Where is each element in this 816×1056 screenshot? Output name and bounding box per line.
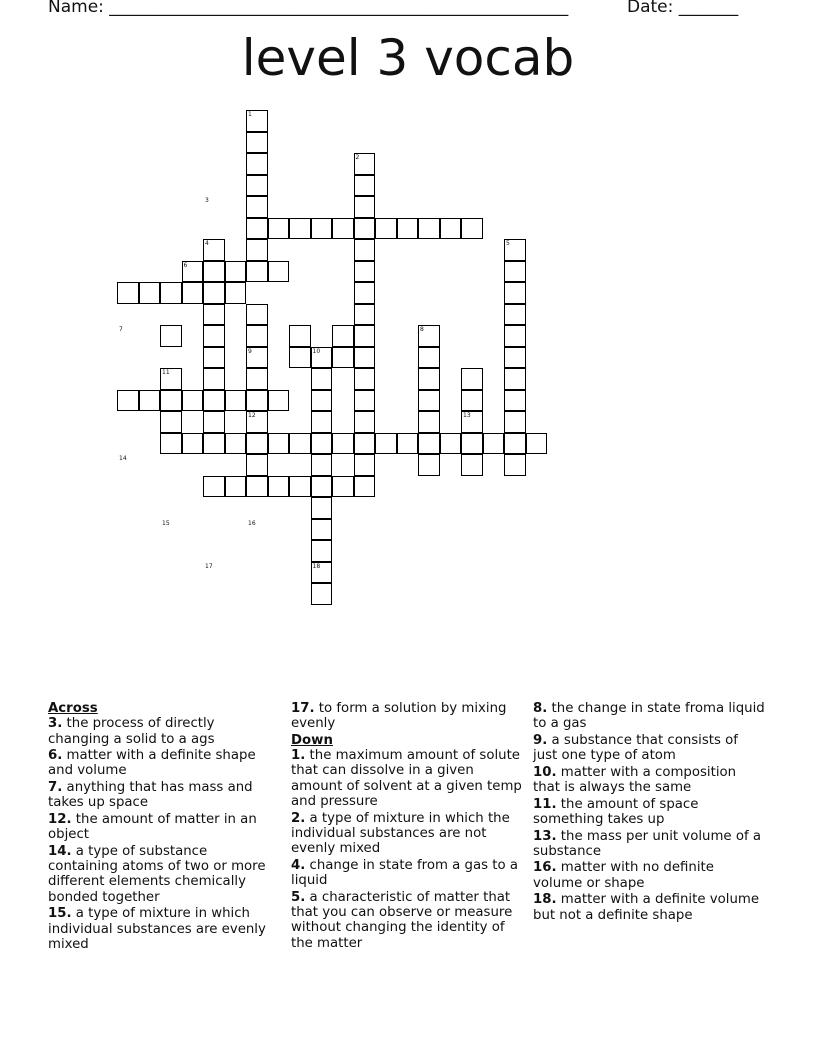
crossword-cell[interactable] <box>289 433 311 455</box>
crossword-cell[interactable] <box>246 454 268 476</box>
down-heading: Down <box>291 732 333 748</box>
crossword-cell[interactable] <box>203 476 225 498</box>
crossword-cell[interactable] <box>203 390 225 412</box>
down-clue: 2. a type of mixture in which the individual substances are not evenly mixed <box>291 810 510 857</box>
crossword-cell[interactable] <box>182 390 204 412</box>
clue-number: 18 <box>312 562 321 570</box>
across-clue: 7. anything that has mass and takes up space <box>48 780 253 811</box>
down-clue: 18. matter with a definite volume but not a definite shape <box>533 892 760 923</box>
crossword-cell[interactable] <box>504 368 526 390</box>
date-field[interactable]: Date: _______ <box>627 0 739 17</box>
crossword-cell[interactable] <box>311 540 333 562</box>
crossword-cell[interactable] <box>311 218 333 240</box>
crossword-cell[interactable] <box>246 153 268 175</box>
crossword-cell[interactable] <box>354 196 376 218</box>
across-clue: 6. matter with a definite shape and volume <box>48 748 256 779</box>
crossword-cell[interactable] <box>182 282 204 304</box>
down-clue: 9. a substance that consists of just one type of atom <box>533 732 738 764</box>
crossword-cell[interactable] <box>225 476 247 498</box>
crossword-cell[interactable] <box>311 368 333 390</box>
crossword-cell[interactable] <box>354 261 376 283</box>
across-clue: 15. a type of mixture in which individual substances are evenly mixed <box>48 906 266 952</box>
across-clue: 14. a type of substance containing atoms of two or more different elements chemically bonded together <box>48 843 266 905</box>
crossword-cell[interactable] <box>332 347 354 369</box>
crossword-cell[interactable] <box>354 390 376 412</box>
crossword-cell[interactable] <box>418 390 440 412</box>
crossword-cell[interactable] <box>311 411 333 433</box>
crossword-cell[interactable] <box>311 476 333 498</box>
crossword-cell[interactable] <box>526 433 548 455</box>
crossword-cell[interactable] <box>203 368 225 390</box>
crossword-cell[interactable] <box>225 282 247 304</box>
crossword-cell[interactable] <box>375 433 397 455</box>
clue-number: 10 <box>312 347 321 355</box>
clue-number: 17 <box>205 562 213 570</box>
crossword-cell[interactable] <box>354 347 376 369</box>
clue-number: 4 <box>205 240 209 247</box>
crossword-cell[interactable] <box>246 196 268 218</box>
crossword-cell[interactable] <box>182 433 204 455</box>
crossword-cell[interactable] <box>117 282 139 304</box>
clue-number: 6 <box>183 261 188 269</box>
down-clue: 5. a characteristic of matter that that you can observe or measure without changing the identity of the matter <box>291 889 513 951</box>
clue-column-2 <box>291 701 523 952</box>
crossword-cell[interactable] <box>311 390 333 412</box>
crossword-cell[interactable] <box>504 411 526 433</box>
crossword-cell[interactable] <box>289 347 311 369</box>
crossword-cell[interactable] <box>311 583 333 605</box>
crossword-cell[interactable] <box>354 476 376 498</box>
crossword-cell[interactable] <box>354 175 376 197</box>
crossword-cell[interactable] <box>375 218 397 240</box>
page-title: level 3 vocab <box>241 29 575 87</box>
crossword-cell[interactable] <box>246 261 268 283</box>
crossword-cell[interactable] <box>246 218 268 240</box>
crossword-cell[interactable] <box>289 476 311 498</box>
crossword-cell[interactable] <box>504 282 526 304</box>
across-clue: 3. the process of directly changing a solid to a ags <box>48 716 215 747</box>
crossword-cell[interactable] <box>268 433 290 455</box>
crossword-cell[interactable] <box>246 325 268 347</box>
crossword-cell[interactable] <box>117 390 139 412</box>
crossword-cell[interactable] <box>203 411 225 433</box>
crossword-cell[interactable] <box>504 454 526 476</box>
crossword-cell[interactable] <box>225 261 247 283</box>
crossword-cell[interactable] <box>461 390 483 412</box>
crossword-cell[interactable] <box>311 519 333 541</box>
crossword-cell[interactable] <box>246 476 268 498</box>
down-clue: 16. matter with no definite volume or shape <box>533 860 714 891</box>
crossword-cell[interactable] <box>139 282 161 304</box>
crossword-cell[interactable] <box>268 218 290 240</box>
crossword-cell[interactable] <box>504 433 526 455</box>
crossword-cell[interactable] <box>160 433 182 455</box>
down-clue: 1. the maximum amount of solute that can dissolve in a given amount of solvent at a given temp and pressure <box>291 748 522 810</box>
clue-number: 11 <box>162 369 170 376</box>
crossword-cell[interactable] <box>440 433 462 455</box>
crossword-cell[interactable] <box>203 325 225 347</box>
down-clue: 11. the amount of space something takes up <box>533 796 699 827</box>
crossword-cell[interactable] <box>418 218 440 240</box>
clue-number: 13 <box>463 412 471 419</box>
crossword-cell[interactable] <box>461 433 483 455</box>
crossword-cell[interactable] <box>289 218 311 240</box>
down-clue: 4. change in state from a gas to a liquid <box>291 857 518 889</box>
crossword-cell[interactable] <box>139 390 161 412</box>
crossword-cell[interactable] <box>203 433 225 455</box>
crossword-cell[interactable] <box>332 433 354 455</box>
across-clue: 17. to form a solution by mixing evenly <box>291 701 507 732</box>
crossword-cell[interactable] <box>354 282 376 304</box>
crossword-cell[interactable] <box>289 325 311 347</box>
crossword-cell[interactable] <box>504 325 526 347</box>
crossword-cell[interactable] <box>246 433 268 455</box>
crossword-cell[interactable] <box>203 282 225 304</box>
clue-number: 7 <box>119 326 123 333</box>
crossword-cell[interactable] <box>418 433 440 455</box>
crossword-cell[interactable] <box>246 132 268 154</box>
crossword-cell[interactable] <box>354 304 376 326</box>
crossword-cell[interactable] <box>311 497 333 519</box>
across-heading: Across <box>48 701 98 716</box>
clue-number: 12 <box>248 412 256 419</box>
crossword-cell[interactable] <box>397 433 419 455</box>
crossword-cell[interactable] <box>354 411 376 433</box>
crossword-cell[interactable] <box>504 304 526 326</box>
clue-column-1 <box>48 701 280 954</box>
crossword-cell[interactable] <box>246 175 268 197</box>
crossword-cell[interactable] <box>418 368 440 390</box>
crossword-cell[interactable] <box>418 347 440 369</box>
clue-number: 3 <box>205 197 209 204</box>
crossword-cell[interactable] <box>311 454 333 476</box>
clue-number: 14 <box>119 455 127 462</box>
crossword-cell[interactable] <box>418 454 440 476</box>
crossword-cell[interactable] <box>203 304 225 326</box>
crossword-cell[interactable] <box>483 433 505 455</box>
crossword-cell[interactable] <box>332 218 354 240</box>
crossword-cell[interactable] <box>504 347 526 369</box>
down-clue: 8. the change in state froma liquid to a gas <box>533 701 765 732</box>
crossword-cell[interactable] <box>203 261 225 283</box>
crossword-cell[interactable] <box>246 368 268 390</box>
crossword-cell[interactable] <box>354 368 376 390</box>
across-clue: 12. the amount of matter in an object <box>48 811 257 843</box>
crossword-cell[interactable] <box>160 282 182 304</box>
crossword-cell[interactable] <box>246 239 268 261</box>
crossword-cell[interactable] <box>311 433 333 455</box>
crossword-cell[interactable] <box>461 218 483 240</box>
down-clue: 13. the mass per unit volume of a substance <box>533 828 762 859</box>
clue-number: 5 <box>506 240 510 247</box>
down-clue: 10. matter with a composition that is always the same <box>533 764 737 796</box>
clue-number: 1 <box>248 111 252 118</box>
crossword-cell[interactable] <box>461 368 483 390</box>
crossword-cell[interactable] <box>332 325 354 347</box>
crossword-cell[interactable] <box>225 390 247 412</box>
crossword-cell[interactable] <box>160 390 182 412</box>
crossword-cell[interactable] <box>418 411 440 433</box>
crossword-cell[interactable] <box>504 390 526 412</box>
crossword-cell[interactable] <box>354 433 376 455</box>
crossword-cell[interactable] <box>397 218 419 240</box>
clue-number: 8 <box>420 326 424 333</box>
crossword-cell[interactable] <box>246 304 268 326</box>
crossword-cell[interactable] <box>160 325 182 347</box>
clue-number: 16 <box>248 519 256 527</box>
crossword-cell[interactable] <box>268 261 290 283</box>
crossword-cell[interactable] <box>354 325 376 347</box>
clue-number: 15 <box>162 519 170 527</box>
name-field[interactable]: Name: ______________________________________________________ <box>48 0 569 17</box>
crossword-cell[interactable] <box>354 454 376 476</box>
crossword-cell[interactable] <box>246 390 268 412</box>
crossword-cell[interactable] <box>504 261 526 283</box>
crossword-cell[interactable] <box>268 476 290 498</box>
crossword-cell[interactable] <box>160 411 182 433</box>
clue-number: 2 <box>355 154 360 161</box>
crossword-cell[interactable] <box>225 433 247 455</box>
clue-column-3 <box>533 701 765 924</box>
crossword-cell[interactable] <box>354 239 376 261</box>
crossword-cell[interactable] <box>354 218 376 240</box>
clue-number: 9 <box>248 347 252 355</box>
crossword-cell[interactable] <box>332 476 354 498</box>
crossword-cell[interactable] <box>461 454 483 476</box>
crossword-cell[interactable] <box>440 218 462 240</box>
crossword-cell[interactable] <box>203 347 225 369</box>
crossword-cell[interactable] <box>268 390 290 412</box>
